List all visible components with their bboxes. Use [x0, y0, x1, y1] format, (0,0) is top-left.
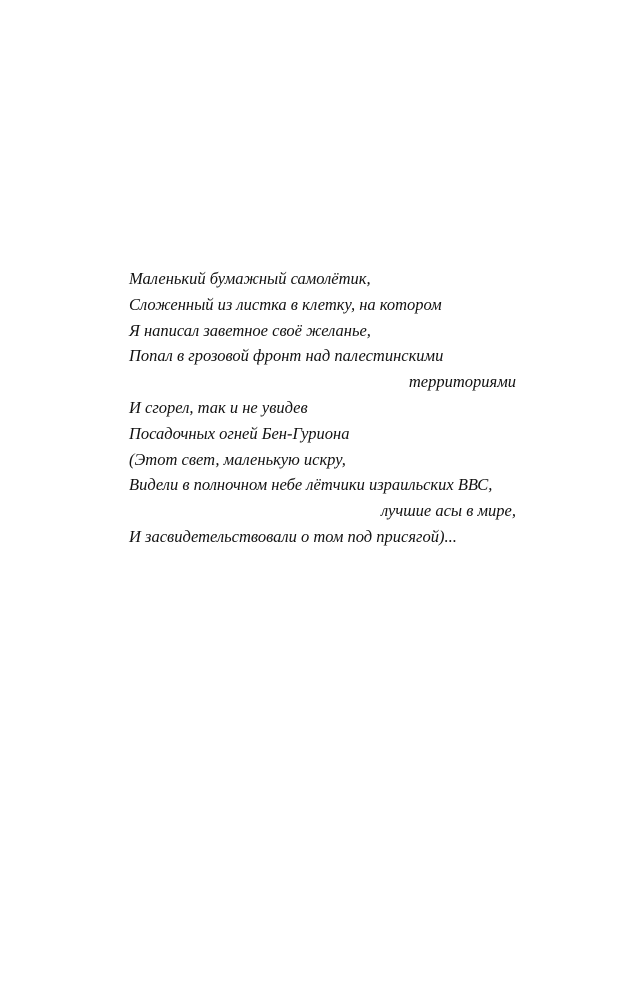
poem-line: И сгорел, так и не увидев: [129, 397, 308, 417]
poem-line: Посадочных огней Бен-Гуриона: [129, 423, 350, 443]
poem-text: [129, 266, 516, 550]
poem-line-continuation: территориями: [408, 372, 516, 392]
poem-line: Видели в полночном небе лётчики израильских ВВС,: [129, 475, 493, 495]
poem-line: И засвидетельствовали о том под присягой)...: [129, 526, 457, 546]
poem-line: Сложенный из листка в клетку, на котором: [129, 294, 442, 314]
poem-line: (Этот свет, маленькую искру,: [129, 449, 346, 469]
poem-line: Маленький бумажный самолётик,: [129, 269, 371, 288]
poem-line: Я написал заветное своё желанье,: [129, 320, 371, 340]
poem-line: Попал в грозовой фронт над палестинскими: [129, 346, 444, 366]
poem-line-continuation: лучшие асы в мире,: [381, 501, 516, 521]
